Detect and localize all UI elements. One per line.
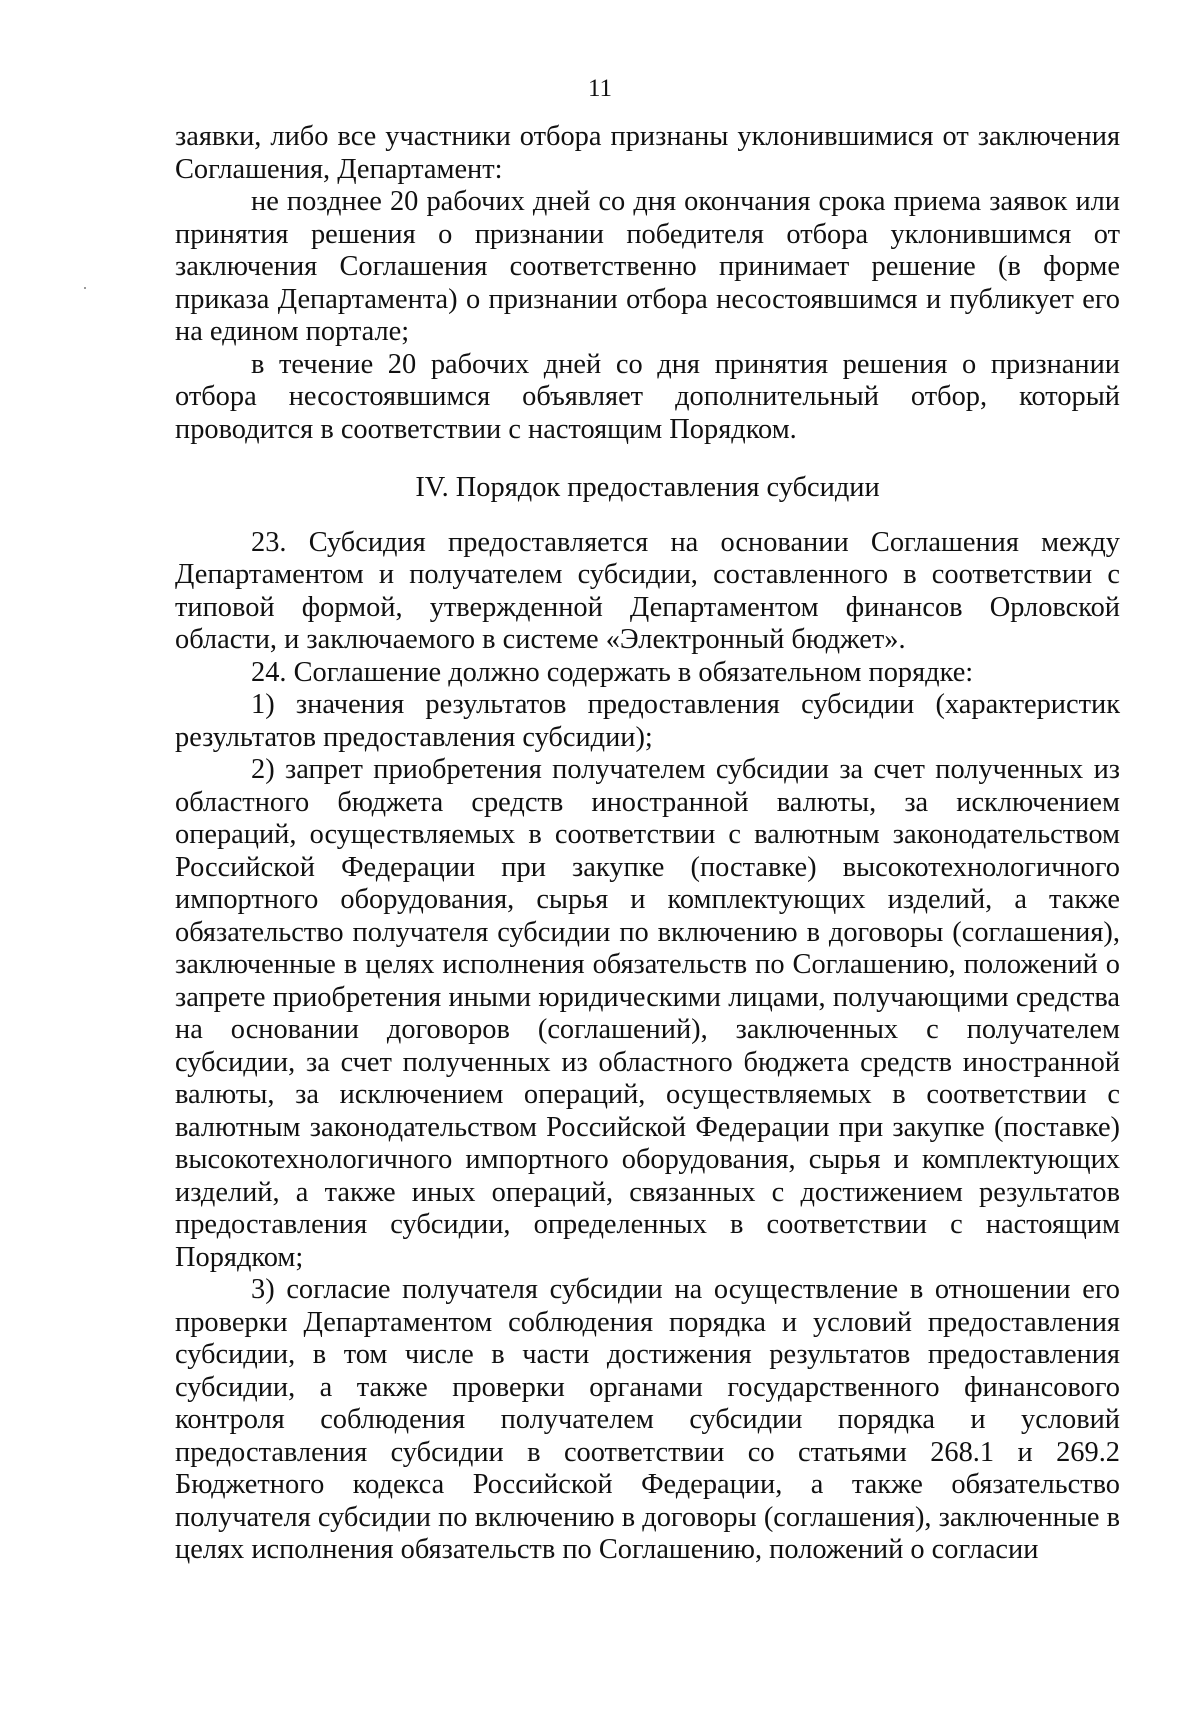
paragraph-additional-selection: в течение 20 рабочих дней со дня принятия решения о признании отбора несостоявшимся объявляет дополнительный отбор, который проводится в соответствии с настоящим Порядком. xyxy=(175,348,1120,445)
scan-mark xyxy=(84,287,86,289)
page-number: 11 xyxy=(587,75,613,102)
paragraph-continuation: заявки, либо все участники отбора признаны уклонившимися от заключения Соглашения, Департамент: xyxy=(175,121,1120,185)
section-heading: IV. Порядок предоставления субсидии xyxy=(415,472,880,503)
paragraph-subitem-2: 2) запрет приобретения получателем субсидии за счет полученных из областного бюджета средств иностранной валюты, за исключением операций, осуществляемых в соответствии с валютным законодательством Российской Федерации при закупке (поставке) высокотехнологичного импортного оборудования, сырья и комплектующих изделий, а также обязательство получателя субсидии по включению в договоры (соглашения), заключенные в целях исполнения обязательств по Соглашению, положений о запрете приобретения иными юридическими лицами, получающими средства на основании договоров (соглашений), заключенных с получателем субсидии, за счет полученных из областного бюджета средств иностранной валюты, за исключением операций, осуществляемых в соответствии с валютным законодательством Российской Федерации при закупке (поставке) высокотехнологичного импортного оборудования, сырья и комплектующих изделий, а также иных операций, связанных с достижением результатов предоставления субсидии, определенных в соответствии с настоящим Порядком; xyxy=(175,754,1120,1273)
paragraph-item-24: 24. Соглашение должно содержать в обязательном порядке: xyxy=(251,656,974,688)
paragraph-deadline: не позднее 20 рабочих дней со дня окончания срока приема заявок или принятия решения о признании победителя отбора уклонившимся от заключения Соглашения соответственно принимает решение (в форме приказа Департамента) о признании отбора несостоявшимся и публикует его на едином портале; xyxy=(175,186,1120,347)
paragraph-subitem-1: 1) значения результатов предоставления субсидии (характеристик результатов предоставления субсидии); xyxy=(175,689,1120,753)
paragraph-item-23: 23. Субсидия предоставляется на основании Соглашения между Департаментом и получателем субсидии, составленного в соответствии с типовой формой, утвержденной Департаментом финансов Орловской области, и заключаемого в системе «Электронный бюджет». xyxy=(175,526,1120,655)
document-body xyxy=(175,121,1120,1567)
paragraph-subitem-3: 3) согласие получателя субсидии на осуществление в отношении его проверки Департаментом соблюдения порядка и условий предоставления субсидии, в том числе в части достижения результатов предоставления субсидии, а также проверки органами государственного финансового контроля соблюдения получателем субсидии порядка и условий предоставления субсидии в соответствии со статьями 268.1 и 269.2 Бюджетного кодекса Российской Федерации, а также обязательство получателя субсидии по включению в договоры (соглашения), заключенные в целях исполнения обязательств по Соглашению, положений о согласии xyxy=(175,1274,1120,1565)
